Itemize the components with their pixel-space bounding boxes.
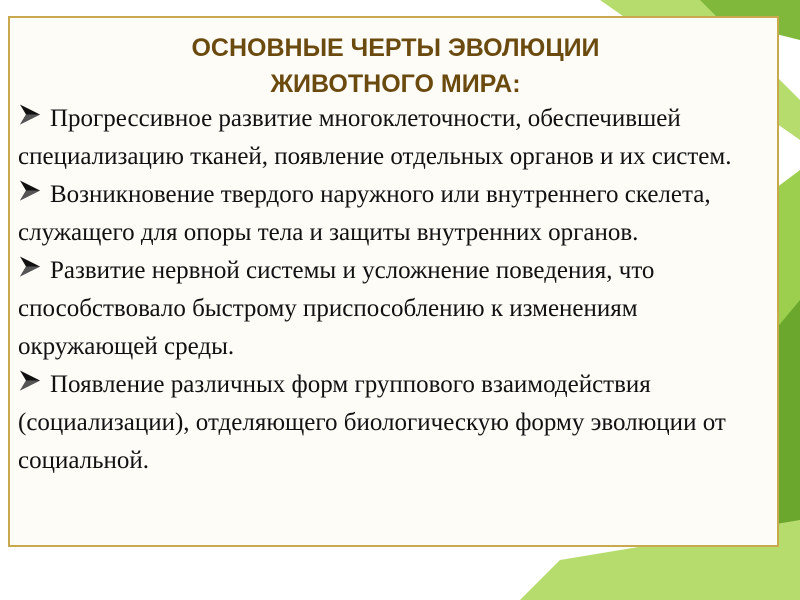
list-item — [18, 176, 766, 252]
slide-title — [10, 30, 781, 102]
arrow-bullet-icon — [18, 178, 42, 203]
arrow-bullet-icon — [18, 368, 42, 393]
list-item-text: Прогрессивное развитие многоклеточности, обеспечившей специализацию тканей, появление отдельных органов и их систем. — [18, 105, 732, 170]
content-card — [8, 16, 779, 547]
list-item — [18, 366, 766, 480]
list-item-text: Появление различных форм группового взаимодействия (социализации), отделяющего биологическую форму эволюции от социальной. — [18, 371, 726, 474]
features-list — [18, 100, 766, 480]
arrow-bullet-icon — [18, 254, 42, 279]
list-item — [18, 100, 766, 176]
arrow-bullet-icon — [18, 102, 42, 127]
list-item — [18, 252, 766, 366]
list-item-text: Возникновение твердого наружного или внутреннего скелета, служащего для опоры тела и защиты внутренних органов. — [18, 181, 711, 246]
title-line-1: ОСНОВНЫЕ ЧЕРТЫ ЭВОЛЮЦИИ — [191, 34, 600, 62]
title-line-2: ЖИВОТНОГО МИРА: — [270, 70, 521, 98]
list-item-text: Развитие нервной системы и усложнение поведения, что способствовало быстрому приспособлению к изменениям окружающей среды. — [18, 257, 655, 360]
